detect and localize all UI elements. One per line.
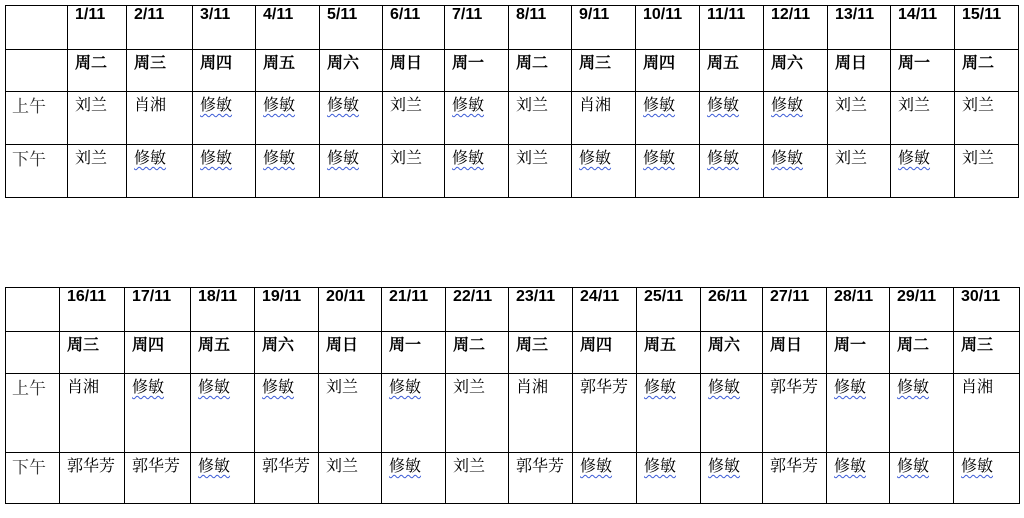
date-cell — [636, 6, 700, 50]
staff-name: 修敏 — [834, 456, 867, 475]
weekday-cell — [636, 50, 700, 92]
morning-shift-cell — [573, 374, 637, 453]
corner-cell — [6, 332, 60, 374]
afternoon-shift-cell — [320, 145, 383, 198]
weekday-cell — [445, 50, 509, 92]
date-cell — [701, 288, 763, 332]
cell-text: 20/11 — [326, 288, 366, 305]
date-row — [6, 6, 1019, 50]
staff-name: 修敏 — [771, 95, 804, 114]
morning-shift-cell — [764, 92, 828, 145]
cell-text: 17/11 — [132, 288, 172, 305]
weekday-cell — [191, 332, 255, 374]
date-cell — [763, 288, 827, 332]
cell-text: 周二 — [453, 335, 486, 354]
morning-shift-cell — [256, 92, 320, 145]
date-cell — [383, 6, 445, 50]
weekday-cell — [637, 332, 701, 374]
date-cell — [955, 6, 1019, 50]
row-label-morning: 上午 — [6, 92, 68, 145]
staff-name: 刘兰 — [835, 95, 868, 114]
morning-row — [6, 92, 1019, 145]
weekday-cell — [383, 50, 445, 92]
date-cell — [191, 288, 255, 332]
cell-text: 10/11 — [643, 6, 683, 23]
staff-name: 刘兰 — [75, 148, 108, 167]
cell-text: 7/11 — [452, 6, 483, 23]
staff-name: 刘兰 — [326, 377, 359, 396]
cell-text: 8/11 — [516, 6, 547, 23]
cell-text: 26/11 — [708, 288, 748, 305]
cell-text: 周三 — [134, 53, 167, 72]
date-cell — [256, 6, 320, 50]
date-cell — [60, 288, 125, 332]
staff-name: 修敏 — [389, 456, 422, 475]
morning-shift-cell — [890, 374, 954, 453]
staff-name: 肖湘 — [579, 95, 612, 114]
weekday-cell — [382, 332, 446, 374]
date-cell — [637, 288, 701, 332]
corner-cell — [6, 6, 68, 50]
date-row — [6, 288, 1020, 332]
schedule-table-first-half — [5, 5, 1019, 198]
staff-name: 肖湘 — [516, 377, 549, 396]
date-cell — [125, 288, 191, 332]
staff-name: 修敏 — [452, 95, 485, 114]
cell-text: 22/11 — [453, 288, 493, 305]
afternoon-shift-cell — [68, 145, 127, 198]
weekday-cell — [319, 332, 382, 374]
cell-text: 周五 — [198, 335, 231, 354]
weekday-cell — [320, 50, 383, 92]
afternoon-shift-cell — [193, 145, 256, 198]
staff-name: 修敏 — [580, 456, 613, 475]
morning-shift-cell — [193, 92, 256, 145]
staff-name: 修敏 — [327, 148, 360, 167]
cell-text: 23/11 — [516, 288, 556, 305]
morning-shift-cell — [445, 92, 509, 145]
staff-name: 肖湘 — [134, 95, 167, 114]
cell-text: 2/11 — [134, 6, 165, 23]
afternoon-shift-cell — [764, 145, 828, 198]
staff-name: 修敏 — [263, 148, 296, 167]
cell-text: 周六 — [771, 53, 804, 72]
staff-name: 肖湘 — [961, 377, 994, 396]
staff-name: 修敏 — [579, 148, 612, 167]
afternoon-shift-cell — [954, 453, 1020, 504]
cell-text: 14/11 — [898, 6, 938, 23]
morning-shift-cell — [763, 374, 827, 453]
date-cell — [193, 6, 256, 50]
afternoon-row — [6, 145, 1019, 198]
afternoon-shift-cell — [255, 453, 319, 504]
weekday-cell — [509, 50, 572, 92]
weekday-cell — [701, 332, 763, 374]
weekday-cell — [955, 50, 1019, 92]
afternoon-shift-cell — [763, 453, 827, 504]
staff-name: 郭华芳 — [67, 456, 116, 475]
afternoon-shift-cell — [572, 145, 636, 198]
afternoon-shift-cell — [701, 453, 763, 504]
staff-name: 修敏 — [834, 377, 867, 396]
date-cell — [320, 6, 383, 50]
cell-text: 13/11 — [835, 6, 875, 23]
cell-text: 周五 — [644, 335, 677, 354]
morning-shift-cell — [60, 374, 125, 453]
morning-shift-cell — [255, 374, 319, 453]
morning-shift-cell — [828, 92, 891, 145]
staff-name: 郭华芳 — [770, 377, 819, 396]
cell-text: 周二 — [962, 53, 995, 72]
staff-name: 刘兰 — [962, 95, 995, 114]
cell-text: 12/11 — [771, 6, 811, 23]
weekday-row — [6, 50, 1019, 92]
afternoon-shift-cell — [573, 453, 637, 504]
cell-text: 4/11 — [263, 6, 294, 23]
date-cell — [445, 6, 509, 50]
row-label-afternoon: 下午 — [6, 145, 68, 198]
staff-name: 刘兰 — [516, 95, 549, 114]
date-cell — [68, 6, 127, 50]
cell-text: 21/11 — [389, 288, 429, 305]
staff-name: 修敏 — [643, 95, 676, 114]
cell-text: 周三 — [516, 335, 549, 354]
staff-name: 修敏 — [200, 148, 233, 167]
morning-shift-cell — [955, 92, 1019, 145]
cell-text: 周五 — [263, 53, 296, 72]
staff-name: 修敏 — [897, 456, 930, 475]
cell-text: 周三 — [67, 335, 100, 354]
cell-text: 周日 — [390, 53, 423, 72]
date-cell — [890, 288, 954, 332]
morning-shift-cell — [891, 92, 955, 145]
date-cell — [446, 288, 509, 332]
cell-text: 6/11 — [390, 6, 421, 23]
afternoon-row — [6, 453, 1020, 504]
cell-text: 周五 — [707, 53, 740, 72]
weekday-cell — [446, 332, 509, 374]
weekday-cell — [827, 332, 890, 374]
cell-text: 周一 — [452, 53, 485, 72]
cell-text: 周日 — [326, 335, 359, 354]
date-cell — [572, 6, 636, 50]
morning-shift-cell — [572, 92, 636, 145]
afternoon-shift-cell — [509, 145, 572, 198]
weekday-cell — [255, 332, 319, 374]
morning-shift-cell — [446, 374, 509, 453]
cell-text: 周二 — [75, 53, 108, 72]
weekday-cell — [891, 50, 955, 92]
afternoon-shift-cell — [890, 453, 954, 504]
afternoon-shift-cell — [446, 453, 509, 504]
morning-shift-cell — [636, 92, 700, 145]
date-cell — [382, 288, 446, 332]
morning-shift-cell — [637, 374, 701, 453]
afternoon-shift-cell — [256, 145, 320, 198]
cell-text: 周三 — [961, 335, 994, 354]
staff-name: 修敏 — [262, 377, 295, 396]
cell-text: 16/11 — [67, 288, 107, 305]
staff-name: 郭华芳 — [132, 456, 181, 475]
afternoon-shift-cell — [828, 145, 891, 198]
afternoon-shift-cell — [891, 145, 955, 198]
staff-name: 修敏 — [708, 456, 741, 475]
morning-shift-cell — [700, 92, 764, 145]
date-cell — [573, 288, 637, 332]
cell-text: 周六 — [262, 335, 295, 354]
row-label-afternoon: 下午 — [6, 453, 60, 504]
afternoon-shift-cell — [60, 453, 125, 504]
date-cell — [891, 6, 955, 50]
staff-name: 修敏 — [898, 148, 931, 167]
staff-name: 修敏 — [707, 95, 740, 114]
weekday-row — [6, 332, 1020, 374]
date-cell — [828, 6, 891, 50]
morning-shift-cell — [701, 374, 763, 453]
afternoon-shift-cell — [955, 145, 1019, 198]
morning-shift-cell — [509, 92, 572, 145]
staff-name: 修敏 — [452, 148, 485, 167]
staff-name: 修敏 — [200, 95, 233, 114]
staff-name: 修敏 — [961, 456, 994, 475]
cell-text: 29/11 — [897, 288, 937, 305]
date-cell — [700, 6, 764, 50]
weekday-cell — [764, 50, 828, 92]
weekday-cell — [700, 50, 764, 92]
cell-text: 1/11 — [75, 6, 106, 23]
staff-name: 修敏 — [132, 377, 165, 396]
staff-name: 修敏 — [644, 377, 677, 396]
afternoon-shift-cell — [700, 145, 764, 198]
weekday-cell — [573, 332, 637, 374]
staff-name: 刘兰 — [390, 148, 423, 167]
weekday-cell — [60, 332, 125, 374]
afternoon-shift-cell — [191, 453, 255, 504]
weekday-cell — [193, 50, 256, 92]
afternoon-shift-cell — [125, 453, 191, 504]
morning-shift-cell — [127, 92, 193, 145]
cell-text: 周四 — [643, 53, 676, 72]
staff-name: 刘兰 — [453, 377, 486, 396]
cell-text: 28/11 — [834, 288, 874, 305]
weekday-cell — [256, 50, 320, 92]
staff-name: 刘兰 — [898, 95, 931, 114]
cell-text: 5/11 — [327, 6, 358, 23]
staff-name: 修敏 — [644, 456, 677, 475]
staff-name: 修敏 — [198, 456, 231, 475]
staff-name: 郭华芳 — [516, 456, 565, 475]
staff-name: 修敏 — [707, 148, 740, 167]
weekday-cell — [509, 332, 573, 374]
row-label-morning: 上午 — [6, 374, 60, 453]
morning-shift-cell — [383, 92, 445, 145]
date-cell — [509, 288, 573, 332]
morning-shift-cell — [319, 374, 382, 453]
staff-name: 刘兰 — [835, 148, 868, 167]
staff-name: 修敏 — [643, 148, 676, 167]
cell-text: 周二 — [516, 53, 549, 72]
staff-name: 修敏 — [327, 95, 360, 114]
cell-text: 周二 — [897, 335, 930, 354]
afternoon-shift-cell — [827, 453, 890, 504]
afternoon-shift-cell — [127, 145, 193, 198]
afternoon-shift-cell — [445, 145, 509, 198]
cell-text: 周日 — [835, 53, 868, 72]
cell-text: 周一 — [898, 53, 931, 72]
weekday-cell — [890, 332, 954, 374]
cell-text: 周日 — [770, 335, 803, 354]
cell-text: 9/11 — [579, 6, 610, 23]
morning-shift-cell — [125, 374, 191, 453]
cell-text: 30/11 — [961, 288, 1001, 305]
weekday-cell — [572, 50, 636, 92]
cell-text: 周六 — [708, 335, 741, 354]
date-cell — [827, 288, 890, 332]
date-cell — [509, 6, 572, 50]
staff-name: 刘兰 — [516, 148, 549, 167]
afternoon-shift-cell — [509, 453, 573, 504]
schedule-table-second-half — [5, 287, 1020, 504]
date-cell — [764, 6, 828, 50]
weekday-cell — [954, 332, 1020, 374]
staff-name: 刘兰 — [390, 95, 423, 114]
staff-name: 修敏 — [389, 377, 422, 396]
staff-name: 郭华芳 — [580, 377, 629, 396]
morning-shift-cell — [320, 92, 383, 145]
cell-text: 27/11 — [770, 288, 810, 305]
cell-text: 周一 — [834, 335, 867, 354]
weekday-cell — [763, 332, 827, 374]
date-cell — [319, 288, 382, 332]
morning-shift-cell — [382, 374, 446, 453]
weekday-cell — [68, 50, 127, 92]
cell-text: 25/11 — [644, 288, 684, 305]
date-cell — [954, 288, 1020, 332]
cell-text: 18/11 — [198, 288, 238, 305]
staff-name: 郭华芳 — [262, 456, 311, 475]
morning-shift-cell — [827, 374, 890, 453]
cell-text: 15/11 — [962, 6, 1002, 23]
cell-text: 周四 — [132, 335, 165, 354]
afternoon-shift-cell — [319, 453, 382, 504]
staff-name: 修敏 — [771, 148, 804, 167]
weekday-cell — [828, 50, 891, 92]
staff-name: 修敏 — [708, 377, 741, 396]
date-cell — [255, 288, 319, 332]
weekday-cell — [127, 50, 193, 92]
morning-shift-cell — [954, 374, 1020, 453]
staff-name: 修敏 — [134, 148, 167, 167]
cell-text: 11/11 — [707, 6, 746, 23]
afternoon-shift-cell — [383, 145, 445, 198]
morning-row — [6, 374, 1020, 453]
date-cell — [127, 6, 193, 50]
morning-shift-cell — [509, 374, 573, 453]
staff-name: 刘兰 — [453, 456, 486, 475]
cell-text: 3/11 — [200, 6, 231, 23]
corner-cell — [6, 288, 60, 332]
staff-name: 修敏 — [263, 95, 296, 114]
staff-name: 修敏 — [198, 377, 231, 396]
staff-name: 刘兰 — [75, 95, 108, 114]
afternoon-shift-cell — [637, 453, 701, 504]
cell-text: 周三 — [579, 53, 612, 72]
staff-name: 修敏 — [897, 377, 930, 396]
weekday-cell — [125, 332, 191, 374]
cell-text: 19/11 — [262, 288, 302, 305]
afternoon-shift-cell — [636, 145, 700, 198]
cell-text: 24/11 — [580, 288, 620, 305]
staff-name: 刘兰 — [326, 456, 359, 475]
cell-text: 周四 — [200, 53, 233, 72]
cell-text: 周六 — [327, 53, 360, 72]
morning-shift-cell — [191, 374, 255, 453]
cell-text: 周一 — [389, 335, 422, 354]
morning-shift-cell — [68, 92, 127, 145]
corner-cell — [6, 50, 68, 92]
staff-name: 郭华芳 — [770, 456, 819, 475]
afternoon-shift-cell — [382, 453, 446, 504]
staff-name: 刘兰 — [962, 148, 995, 167]
staff-name: 肖湘 — [67, 377, 100, 396]
cell-text: 周四 — [580, 335, 613, 354]
